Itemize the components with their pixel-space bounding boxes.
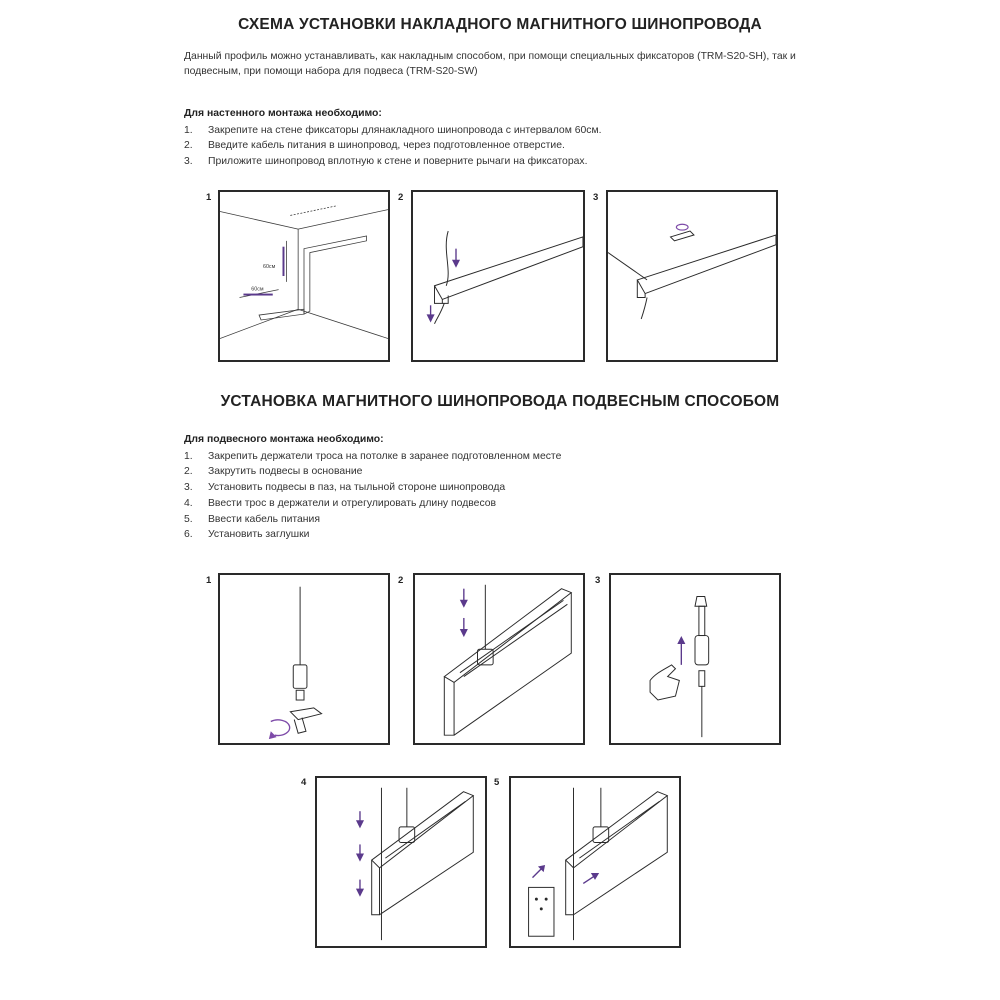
wall-diagram-panel-3	[606, 190, 778, 362]
cable-adjust-illustration	[317, 778, 485, 946]
wall-mount-heading: Для настенного монтажа необходимо:	[184, 108, 382, 119]
suspended-mount-heading: Для подвесного монтажа необходимо:	[184, 434, 384, 445]
dim-vertical-label: 60см	[262, 264, 276, 271]
wall-diagram-panel-1	[218, 190, 390, 362]
list-item: 3. Установить подвесы в паз, на тыльной стороне шинопровода	[184, 482, 506, 494]
suspension-diagram-panel-1	[218, 573, 390, 745]
hanger-into-profile-illustration	[415, 575, 583, 743]
panel-number: 3	[593, 192, 599, 203]
wall-corner-illustration	[220, 192, 388, 360]
list-item: 1. Закрепите на стене фиксаторы длянакладного шинопровода с интервалом 60см.	[184, 124, 602, 136]
cable-holder-illustration	[220, 575, 388, 743]
suspended-mount-steps	[184, 449, 561, 543]
suspended-mount-instructions	[184, 432, 561, 543]
list-item: 2. Введите кабель питания в шинопровод, через подготовленное отверстие.	[184, 140, 565, 152]
panel-number: 4	[301, 777, 307, 788]
list-item: 2. Закрутить подвесы в основание	[184, 466, 363, 478]
section2-title: УСТАНОВКА МАГНИТНОГО ШИНОПРОВОДА ПОДВЕСНЫМ СПОСОБОМ	[220, 393, 780, 410]
intro-paragraph: Данный профиль можно устанавливать, как накладным способом, при помощи специальных фиксаторов (TRM-S20-SH), так и подвесным, при помощи набора для подвеса (TRM-S20-SW)	[184, 51, 796, 77]
cable-insertion-illustration	[413, 192, 583, 360]
mounted-profile-illustration	[608, 192, 776, 360]
wall-mount-instructions	[184, 106, 602, 170]
wall-diagram-panel-2	[411, 190, 585, 362]
section1-title: СХЕМА УСТАНОВКИ НАКЛАДНОГО МАГНИТНОГО ШИНОПРОВОДА	[238, 16, 762, 33]
panel-number: 5	[494, 777, 500, 788]
length-adjustment-illustration	[611, 575, 779, 743]
list-item: 5. Ввести кабель питания	[184, 513, 320, 525]
wall-mount-steps	[184, 123, 602, 170]
panel-number: 1	[206, 575, 212, 586]
suspension-diagram-panel-3	[609, 573, 781, 745]
list-item: 1. Закрепить держатели троса на потолке в заранее подготовленном месте	[184, 450, 562, 462]
suspension-diagram-panel-5	[509, 776, 681, 948]
list-item: 4. Ввести трос в держатели и отрегулировать длину подвесов	[184, 497, 497, 509]
panel-number: 2	[398, 575, 404, 586]
suspension-diagram-panel-4	[315, 776, 487, 948]
dim-horizontal-label: 60см	[251, 286, 264, 293]
panel-number: 1	[206, 192, 212, 203]
list-item: 6. Установить заглушки	[184, 529, 310, 541]
list-item: 3. Приложите шинопровод вплотную к стене и поверните рычаги на фиксаторах.	[184, 156, 588, 168]
end-cap-illustration	[511, 778, 679, 946]
suspension-diagram-panel-2	[413, 573, 585, 745]
panel-number: 3	[595, 575, 601, 586]
panel-number: 2	[398, 192, 404, 203]
